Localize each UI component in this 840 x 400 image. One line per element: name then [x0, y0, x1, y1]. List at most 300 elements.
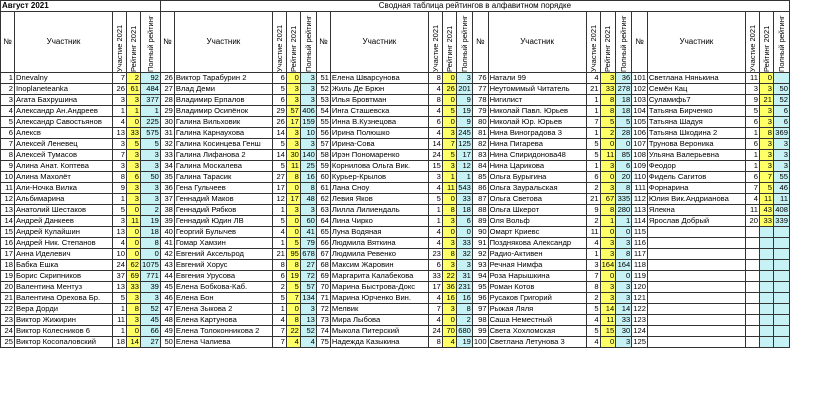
rating-2021: 70	[442, 326, 456, 337]
rating-2021	[759, 304, 773, 315]
rating-2021: 4	[442, 337, 456, 348]
participation-2021: 2	[586, 183, 600, 194]
participant-name: Роман Котов	[488, 282, 586, 293]
full-rating: 339	[775, 216, 788, 226]
rating-2021: 14	[600, 304, 616, 315]
participation-2021: 7	[113, 150, 127, 161]
row-number: 84	[472, 161, 488, 172]
participation-2021	[745, 315, 759, 326]
participation-2021: 7	[272, 337, 286, 348]
row-number: 118	[632, 260, 648, 271]
participant-name: Людмила Ревенко	[330, 249, 428, 260]
row-number: 43	[160, 260, 174, 271]
row-number: 49	[160, 326, 174, 337]
row-number: 88	[472, 205, 488, 216]
rating-2021: 3	[442, 260, 456, 271]
full-rating: 55	[773, 172, 789, 183]
participant-name: Елена Шварсунова	[330, 73, 428, 84]
full-rating: 3	[616, 293, 632, 304]
participation-2021: 1	[113, 106, 127, 117]
participant-name: Инна В.Кузнецова	[330, 117, 428, 128]
header-part	[745, 12, 759, 73]
row-number: 110	[632, 172, 648, 183]
participation-2021: 4	[428, 293, 442, 304]
header-number: №	[160, 12, 174, 73]
rating-2021: 5	[442, 150, 456, 161]
row-number: 71	[316, 293, 330, 304]
full-rating: 66	[141, 326, 161, 337]
participation-2021: 9	[113, 183, 127, 194]
participation-2021: 1	[272, 304, 286, 315]
full-rating	[773, 326, 789, 337]
full-rating: 8	[616, 249, 632, 260]
row-number: 107	[633, 139, 646, 149]
header-full	[141, 12, 161, 73]
participation-2021: 3	[745, 84, 759, 95]
participation-2021: 7	[113, 73, 127, 84]
participation-2021: 1	[745, 128, 759, 139]
row-number: 89	[472, 216, 488, 227]
full-rating: 0	[616, 271, 632, 282]
participant-name: Галина Москалева	[174, 161, 272, 172]
full-rating: 408	[775, 205, 788, 215]
full-rating: 85	[616, 150, 632, 161]
rating-2021: 14	[127, 337, 141, 348]
rating-2021: 3	[442, 161, 456, 172]
participation-2021	[745, 249, 759, 260]
full-rating: 36	[616, 73, 632, 84]
participation-2021: 4	[428, 183, 442, 194]
full-rating: 134	[302, 293, 315, 303]
participation-2021: 6	[586, 172, 600, 183]
participant-name: Юлия Вик.Андрианова	[647, 194, 745, 205]
row-number: 23	[1, 315, 15, 326]
table-row	[1, 304, 790, 315]
rating-2021: 2	[127, 73, 141, 84]
rating-2021: 8	[600, 205, 616, 216]
row-number: 47	[160, 304, 174, 315]
participation-2021: 1	[745, 150, 759, 161]
participant-name: Гена Гульчеев	[174, 183, 272, 194]
rating-2021: 5	[286, 238, 300, 249]
participant-name: Инга Сташевска	[330, 106, 428, 117]
participant-name: Радио-Активен	[488, 249, 586, 260]
full-rating: 3	[300, 205, 316, 216]
participant-name: Георгий Булычев	[174, 227, 272, 238]
rating-2021: 57	[286, 106, 300, 117]
rating-2021: 3	[600, 282, 616, 293]
table-row	[1, 161, 790, 172]
rating-2021: 3	[600, 238, 616, 249]
rating-2021: 3	[759, 161, 773, 172]
full-rating: 278	[617, 84, 631, 94]
participant-name: Валентина Ментуз	[15, 282, 113, 293]
row-number: 4	[1, 106, 15, 117]
full-rating: 3	[141, 150, 161, 161]
row-number: 83	[472, 150, 488, 161]
participant-name	[647, 227, 745, 238]
rating-2021: 3	[759, 106, 773, 117]
rating-2021: 1	[127, 106, 141, 117]
full-rating: 3	[300, 95, 316, 106]
table-title: Сводная таблица рейтингов в алфавитном порядке	[160, 1, 789, 12]
full-rating: 10	[300, 128, 316, 139]
full-rating: 8	[456, 304, 472, 315]
table-row	[1, 128, 790, 139]
participant-name: Евгений Хорус	[174, 260, 272, 271]
participant-name: Валентина Орехова Бр.	[15, 293, 113, 304]
full-rating: 0	[141, 249, 161, 260]
full-rating: 14	[616, 304, 632, 315]
full-rating: 280	[617, 205, 631, 215]
full-rating: 45	[141, 315, 161, 326]
row-number: 28	[160, 95, 174, 106]
participant-name: Елена Бобкова-Каб.	[174, 282, 272, 293]
header-rating-label: Рейтинг 2021	[761, 25, 771, 72]
rating-2021: 22	[442, 271, 456, 282]
rating-2021: 0	[600, 139, 616, 150]
row-number: 27	[160, 84, 174, 95]
rating-2021: 17	[286, 117, 300, 128]
row-number: 58	[316, 150, 330, 161]
row-number: 54	[316, 106, 330, 117]
table-row	[1, 249, 790, 260]
row-number: 72	[316, 304, 330, 315]
participant-name: Inoplaneteanka	[15, 84, 113, 95]
participation-2021: 8	[113, 172, 127, 183]
rating-2021	[759, 271, 773, 282]
rating-2021: 16	[442, 293, 456, 304]
row-number: 95	[472, 282, 488, 293]
participant-name: Владимир Осипёнок	[174, 106, 272, 117]
participation-2021: 4	[586, 315, 600, 326]
full-rating: 19	[141, 216, 161, 227]
rating-2021: 0	[600, 227, 616, 238]
row-number: 46	[160, 293, 174, 304]
row-number: 101	[633, 73, 646, 83]
participant-name: Елена Зыкова 2	[174, 304, 272, 315]
row-number: 35	[160, 172, 174, 183]
participant-name: Маргарита Калабекова	[330, 271, 428, 282]
participation-2021: 1	[113, 194, 127, 205]
row-number: 40	[160, 227, 174, 238]
row-number: 48	[160, 315, 174, 326]
participant-name: Омарт Криевс	[488, 227, 586, 238]
full-rating: 125	[458, 139, 471, 149]
full-rating: 27	[141, 337, 161, 348]
participation-2021: 1	[113, 304, 127, 315]
full-rating: 231	[458, 282, 471, 292]
participant-name: Ольга Зауральская	[488, 183, 586, 194]
table-row	[1, 150, 790, 161]
header-part-label: Участие 2021	[274, 24, 284, 72]
participation-2021: 4	[272, 315, 286, 326]
row-number: 1	[1, 73, 15, 84]
full-rating	[773, 337, 789, 348]
row-number: 16	[1, 238, 15, 249]
header-rating	[127, 12, 141, 73]
participation-2021: 1	[586, 161, 600, 172]
full-rating: 225	[141, 117, 161, 128]
participant-name: Елена Бон	[174, 293, 272, 304]
participant-name: Ирэн Пономаренко	[330, 150, 428, 161]
full-rating: 377	[141, 95, 161, 106]
row-number: 91	[472, 238, 488, 249]
rating-2021: 7	[759, 172, 773, 183]
rating-2021: 3	[286, 95, 300, 106]
participant-name: Мелвик	[330, 304, 428, 315]
rating-2021: 0	[286, 216, 300, 227]
full-rating: 52	[141, 304, 161, 315]
rating-2021: 0	[759, 73, 773, 84]
participant-name: Русаков Григорий	[488, 293, 586, 304]
participant-name: Николай Павл. Юрьев	[488, 106, 586, 117]
participant-name: Галина Лифанова 2	[174, 150, 272, 161]
row-number: 45	[160, 282, 174, 293]
table-row	[1, 172, 790, 183]
row-number: 13	[1, 205, 15, 216]
participation-2021: 5	[113, 293, 127, 304]
participant-name: Татьяна Шкодина 2	[647, 128, 745, 139]
participant-name: Владимир Ерпалов	[174, 95, 272, 106]
row-number: 64	[316, 216, 330, 227]
row-number: 57	[316, 139, 330, 150]
participant-name: Ольга Светова	[488, 194, 586, 205]
row-number: 111	[632, 183, 648, 194]
row-number: 119	[632, 271, 648, 282]
row-number: 79	[472, 106, 488, 117]
row-number: 15	[1, 227, 15, 238]
full-rating: 6	[773, 106, 789, 117]
full-rating: 6	[773, 117, 789, 128]
full-rating: 39	[141, 282, 161, 293]
participation-2021: 21	[586, 84, 600, 95]
participant-name: Ирина-Сова	[330, 139, 428, 150]
rating-2021: 0	[127, 205, 141, 216]
rating-2021	[759, 293, 773, 304]
table-row	[1, 117, 790, 128]
rating-2021: 3	[759, 139, 773, 150]
rating-2021: 3	[442, 216, 456, 227]
full-rating: 33	[456, 194, 472, 205]
header-part	[272, 12, 286, 73]
full-rating	[773, 315, 789, 326]
participation-2021	[745, 238, 759, 249]
rating-2021: 4	[286, 337, 300, 348]
row-number: 62	[316, 194, 330, 205]
rating-2021: 0	[127, 117, 141, 128]
full-rating: 2	[456, 315, 472, 326]
participation-2021	[745, 282, 759, 293]
rating-2021: 17	[286, 194, 300, 205]
full-rating: 1	[616, 216, 632, 227]
full-rating: 9	[456, 117, 472, 128]
participation-2021: 5	[586, 304, 600, 315]
row-number: 73	[316, 315, 330, 326]
table-row	[1, 238, 790, 249]
participation-2021: 5	[586, 139, 600, 150]
rating-2021: 36	[442, 282, 456, 293]
participation-2021: 8	[272, 260, 286, 271]
row-number: 61	[316, 183, 330, 194]
full-rating: 1	[141, 106, 161, 117]
rating-2021: 15	[600, 326, 616, 337]
rating-2021: 3	[286, 128, 300, 139]
full-rating: 13	[300, 315, 316, 326]
row-number: 14	[1, 216, 15, 227]
rating-2021: 2	[600, 128, 616, 139]
participation-2021: 26	[272, 117, 286, 128]
participation-2021: 1	[586, 249, 600, 260]
row-number: 50	[160, 337, 174, 348]
row-number: 3	[1, 95, 15, 106]
table-row	[1, 139, 790, 150]
participant-name: Речная Нимфа	[488, 260, 586, 271]
header-part	[428, 12, 442, 73]
full-rating	[773, 238, 789, 249]
participant-name: Андрей Кулайшин	[15, 227, 113, 238]
row-number: 22	[1, 304, 15, 315]
participant-name: Виктор Колесников 6	[15, 326, 113, 337]
full-rating: 159	[302, 117, 315, 127]
row-number: 112	[632, 194, 648, 205]
row-number: 116	[632, 238, 648, 249]
participant-name: Алексей Тумасов	[15, 150, 113, 161]
row-number: 41	[160, 238, 174, 249]
participant-name: Трунова Вероника	[647, 139, 745, 150]
rating-2021: 3	[442, 304, 456, 315]
row-number: 59	[316, 161, 330, 172]
rating-2021: 8	[600, 106, 616, 117]
row-number: 21	[1, 293, 15, 304]
participation-2021	[745, 227, 759, 238]
participant-name: Света Хохломская	[488, 326, 586, 337]
participation-2021: 12	[272, 194, 286, 205]
full-rating: 3	[300, 304, 316, 315]
header-full-label: Полный рейтинг	[459, 15, 469, 72]
participant-name: Елена Толоконникова 2	[174, 326, 272, 337]
participation-2021: 8	[428, 73, 442, 84]
rating-2021: 3	[600, 293, 616, 304]
participation-2021: 1	[586, 128, 600, 139]
row-number: 117	[632, 249, 648, 260]
full-rating: 33	[456, 238, 472, 249]
participation-2021: 9	[745, 95, 759, 106]
full-rating: 3	[141, 183, 161, 194]
row-number: 67	[316, 249, 330, 260]
full-rating: 2	[141, 205, 161, 216]
rating-2021: 61	[127, 84, 141, 95]
participation-2021: 8	[428, 337, 442, 348]
row-number: 80	[472, 117, 488, 128]
participation-2021: 14	[272, 150, 286, 161]
header-number: №	[316, 12, 330, 73]
participant-name: Нигилист	[488, 95, 586, 106]
row-number: 18	[1, 260, 15, 271]
participation-2021: 1	[428, 216, 442, 227]
rating-2021: 8	[442, 205, 456, 216]
participation-2021: 4	[113, 238, 127, 249]
rating-2021: 5	[759, 183, 773, 194]
full-rating: 6	[616, 161, 632, 172]
participation-2021: 6	[428, 260, 442, 271]
participation-2021: 14	[428, 139, 442, 150]
full-rating	[773, 293, 789, 304]
full-rating: 79	[300, 238, 316, 249]
participant-name: Курьер-Крылов	[330, 172, 428, 183]
rating-2021: 0	[127, 249, 141, 260]
row-number: 66	[316, 238, 330, 249]
full-rating: 3	[616, 337, 632, 348]
header-part	[586, 12, 600, 73]
row-number: 102	[633, 84, 646, 94]
rating-2021: 69	[127, 271, 141, 282]
full-rating: 3	[300, 73, 316, 84]
participant-name: Феодор	[647, 161, 745, 172]
rating-2021: 26	[442, 84, 456, 95]
full-rating: 12	[456, 161, 472, 172]
participant-name: Луна Водяная	[330, 227, 428, 238]
row-number: 26	[160, 73, 174, 84]
full-rating: 369	[775, 128, 788, 138]
participant-name	[647, 260, 745, 271]
row-number: 124	[633, 326, 646, 336]
participation-2021: 11	[586, 227, 600, 238]
participation-2021: 4	[586, 337, 600, 348]
participant-name: Суламифь7	[647, 95, 745, 106]
row-number: 98	[472, 315, 488, 326]
row-number: 108	[633, 150, 646, 160]
full-rating: 19	[456, 106, 472, 117]
row-number: 20	[1, 282, 15, 293]
participant-name: Роза Нарышкина	[488, 271, 586, 282]
rating-2021: 8	[127, 304, 141, 315]
participation-2021: 29	[272, 106, 286, 117]
participant-name	[647, 271, 745, 282]
rating-2021: 0	[286, 183, 300, 194]
rating-2021: 0	[442, 73, 456, 84]
participant-name: Саша Неместный	[488, 315, 586, 326]
participation-2021: 5	[272, 84, 286, 95]
full-rating: 3	[773, 150, 789, 161]
full-rating: 18	[616, 106, 632, 117]
participant-name: Алексей Леневец	[15, 139, 113, 150]
rating-2021: 0	[127, 238, 141, 249]
participant-name: Татьяна Шадуя	[647, 117, 745, 128]
full-rating: 3	[300, 139, 316, 150]
participation-2021: 4	[113, 117, 127, 128]
participant-name: Гомар Хамзин	[174, 238, 272, 249]
table-row	[1, 315, 790, 326]
row-number: 70	[316, 282, 330, 293]
participant-name: Александр Савостьянов	[15, 117, 113, 128]
full-rating: 8	[616, 183, 632, 194]
participant-name: Лина Чирко	[330, 216, 428, 227]
table-row	[1, 260, 790, 271]
full-rating: 8	[300, 183, 316, 194]
full-rating: 18	[616, 95, 632, 106]
row-number: 115	[632, 227, 648, 238]
rating-2021: 43	[759, 205, 773, 216]
full-rating: 19	[456, 337, 472, 348]
participation-2021: 5	[113, 205, 127, 216]
row-number: 85	[472, 172, 488, 183]
header-full-label: Полный рейтинг	[619, 15, 629, 72]
participation-2021: 4	[428, 227, 442, 238]
participation-2021: 27	[272, 172, 286, 183]
participation-2021: 7	[745, 183, 759, 194]
rating-2021: 33	[127, 282, 141, 293]
